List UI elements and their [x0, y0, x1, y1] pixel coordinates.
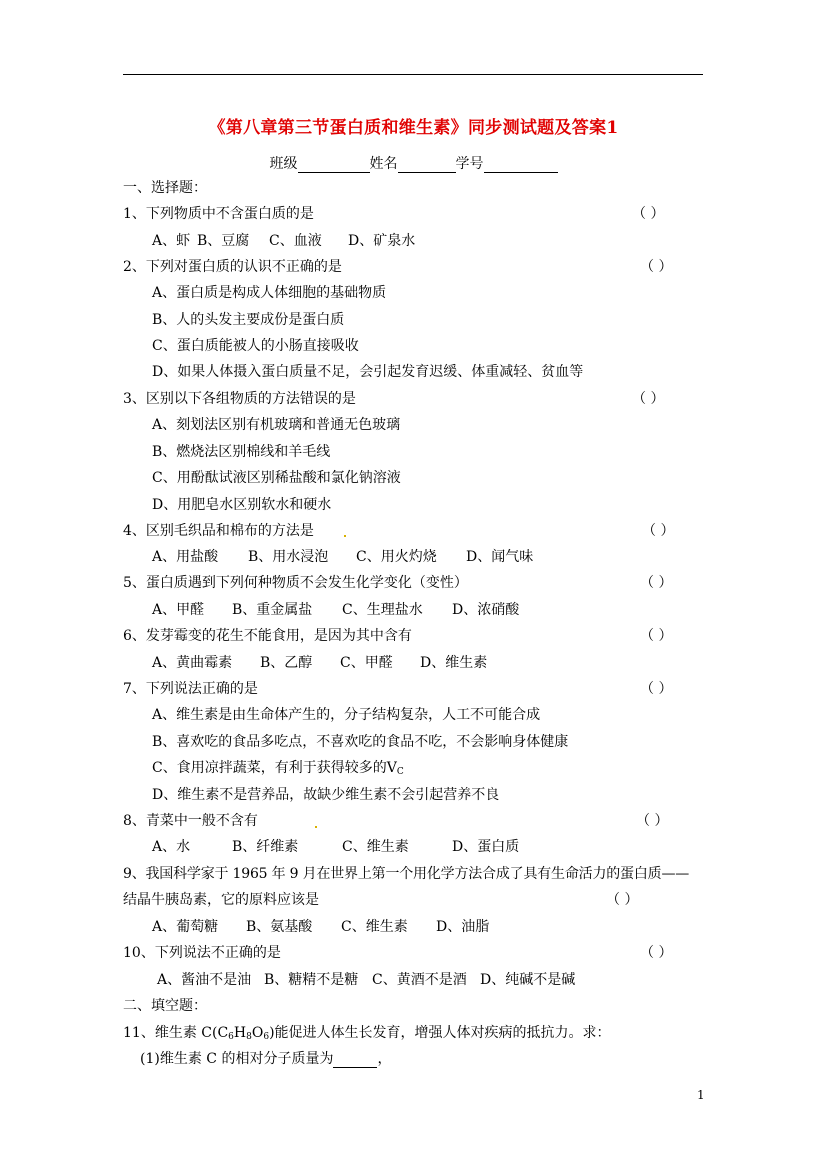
q4-option-b[interactable]: B、用水浸泡 [248, 549, 329, 565]
section-choice-heading: 一、选择题： [123, 180, 207, 196]
page-number: 1 [697, 1088, 705, 1102]
name-label: 姓名 [369, 156, 398, 172]
page-title: 《第八章第三节蛋白质和维生素》同步测试题及答案1 [208, 118, 619, 138]
q11-sub-h: 8 [246, 1032, 252, 1042]
q7-option-b[interactable]: B、喜欢吃的食品多吃点，不喜欢吃的食品不吃，不会影响身体健康 [152, 734, 569, 750]
q11-answer-blank[interactable] [333, 1053, 377, 1068]
question-4-answer-paren[interactable]: （ ） [642, 523, 675, 539]
q10-option-c[interactable]: C、黄酒不是酒 [372, 972, 467, 988]
question-10-stem: 10、下列说法不正确的是 [123, 945, 281, 961]
q2-option-d[interactable]: D、如果人体摄入蛋白质量不足，会引起发育迟缓、体重减轻、贫血等 [152, 364, 584, 380]
q10-option-a[interactable]: A、酱油不是油 [157, 972, 252, 988]
q1-option-a[interactable]: A、虾 [152, 233, 191, 249]
q3-option-d[interactable]: D、用肥皂水区别软水和硬水 [152, 497, 332, 513]
q11-part1-end: ， [377, 1051, 392, 1067]
q5-option-d[interactable]: D、浓硝酸 [452, 602, 520, 618]
question-5-answer-paren[interactable]: （ ） [640, 575, 673, 591]
q1-option-b[interactable]: B、豆腐 [197, 233, 250, 249]
vc-subscript: C [396, 767, 404, 777]
question-5-stem: 5、蛋白质遇到下列何种物质不会发生化学变化（变性） [123, 575, 468, 591]
q5-option-c[interactable]: C、生理盐水 [342, 602, 423, 618]
q7-option-a[interactable]: A、维生素是由生命体产生的，分子结构复杂，人工不可能合成 [152, 707, 541, 723]
q6-option-a[interactable]: A、黄曲霉素 [152, 655, 233, 671]
q8-option-b[interactable]: B、纤维素 [232, 839, 299, 855]
question-3-answer-paren[interactable]: （ ） [632, 391, 665, 407]
q11-sub-c: 6 [228, 1032, 234, 1042]
question-8-stem: 8、青菜中一般不含有 [123, 813, 258, 829]
question-6-options [152, 654, 487, 672]
question-11-part-1 [140, 1050, 391, 1068]
question-9-stem-line2: 结晶牛胰岛素，它的原料应该是 [123, 892, 319, 908]
question-4-stem: 4、区别毛织品和棉布的方法是 [123, 523, 314, 539]
stray-dot [344, 535, 346, 537]
q6-option-c[interactable]: C、甲醛 [340, 655, 393, 671]
q5-option-b[interactable]: B、重金属盐 [232, 602, 313, 618]
name-blank[interactable] [398, 158, 456, 173]
q10-option-b[interactable]: B、糖精不是糖 [264, 972, 359, 988]
class-blank[interactable] [298, 158, 370, 173]
q1-option-c[interactable]: C、血液 [269, 233, 322, 249]
question-4-options [152, 548, 533, 566]
q5-option-a[interactable]: A、甲醛 [152, 602, 205, 618]
question-2-answer-paren[interactable]: （ ） [640, 259, 673, 275]
question-9-options [152, 918, 489, 936]
q3-option-b[interactable]: B、燃烧法区别棉线和羊毛线 [152, 444, 331, 460]
question-5-options [152, 601, 519, 619]
q2-option-b[interactable]: B、人的头发主要成份是蛋白质 [152, 312, 345, 328]
question-1-stem: 1、下列物质中不含蛋白质的是 [123, 206, 314, 222]
question-1-options [152, 232, 415, 250]
q8-option-d[interactable]: D、蛋白质 [452, 839, 520, 855]
stray-dot [315, 826, 317, 828]
q9-option-b[interactable]: B、氨基酸 [246, 919, 313, 935]
header-rule [123, 74, 703, 75]
q4-option-d[interactable]: D、闻气味 [466, 549, 534, 565]
number-blank[interactable] [484, 158, 558, 173]
q7-option-d[interactable]: D、维生素不是营养品，故缺少维生素不会引起营养不良 [152, 787, 500, 803]
q11-o: O [251, 1025, 264, 1041]
question-8-answer-paren[interactable]: （ ） [636, 813, 669, 829]
section-fill-heading: 二、填空题： [123, 998, 207, 1014]
question-11-stem [123, 1024, 611, 1042]
q4-option-a[interactable]: A、用盐酸 [152, 549, 219, 565]
q7-option-c-text: C、食用凉拌蔬菜，有利于获得较多的V [152, 760, 397, 776]
q11-stem-post: )能促进人体生长发育，增强人体对疾病的抵抗力。求： [269, 1025, 611, 1041]
q1-option-d[interactable]: D、矿泉水 [348, 233, 416, 249]
q11-stem-pre: 11、维生素 C(C [123, 1025, 229, 1041]
question-8-options [152, 838, 519, 856]
question-10-answer-paren[interactable]: （ ） [640, 945, 673, 961]
question-2-stem: 2、下列对蛋白质的认识不正确的是 [123, 259, 342, 275]
q3-option-a[interactable]: A、刻划法区别有机玻璃和普通无色玻璃 [152, 417, 401, 433]
question-6-stem: 6、发芽霉变的花生不能食用，是因为其中含有 [123, 628, 412, 644]
q11-sub-o: 6 [263, 1032, 270, 1042]
question-9-answer-paren[interactable]: （ ） [606, 892, 639, 908]
q3-option-c[interactable]: C、用酚酞试液区别稀盐酸和氯化钠溶液 [152, 470, 401, 486]
q9-option-c[interactable]: C、维生素 [341, 919, 408, 935]
q9-option-a[interactable]: A、葡萄糖 [152, 919, 219, 935]
q8-option-c[interactable]: C、维生素 [342, 839, 409, 855]
question-1-answer-paren[interactable]: （ ） [632, 206, 665, 222]
question-6-answer-paren[interactable]: （ ） [640, 628, 673, 644]
q11-h: H [233, 1025, 247, 1041]
q8-option-a[interactable]: A、水 [152, 839, 191, 855]
class-label: 班级 [269, 156, 298, 172]
question-7-answer-paren[interactable]: （ ） [640, 681, 673, 697]
q4-option-c[interactable]: C、用火灼烧 [356, 549, 437, 565]
q6-option-b[interactable]: B、乙醇 [260, 655, 313, 671]
q10-option-d[interactable]: D、纯碱不是碱 [480, 972, 576, 988]
q11-part1-text: (1)维生素 C 的相对分子质量为 [140, 1051, 334, 1067]
number-label: 学号 [455, 156, 484, 172]
student-info [0, 153, 827, 173]
question-3-stem: 3、区别以下各组物质的方法错误的是 [123, 391, 356, 407]
q2-option-c[interactable]: C、蛋白质能被人的小肠直接吸收 [152, 338, 359, 354]
question-10-options [157, 971, 575, 989]
question-7-stem: 7、下列说法正确的是 [123, 681, 258, 697]
q6-option-d[interactable]: D、维生素 [420, 655, 488, 671]
q2-option-a[interactable]: A、蛋白质是构成人体细胞的基础物质 [152, 285, 387, 301]
q9-option-d[interactable]: D、油脂 [436, 919, 490, 935]
question-9-stem-line1: 9、我国科学家于 1965 年 9 月在世界上第一个用化学方法合成了具有生命活力的蛋白质—— [123, 866, 690, 882]
q7-option-c[interactable] [152, 759, 404, 777]
